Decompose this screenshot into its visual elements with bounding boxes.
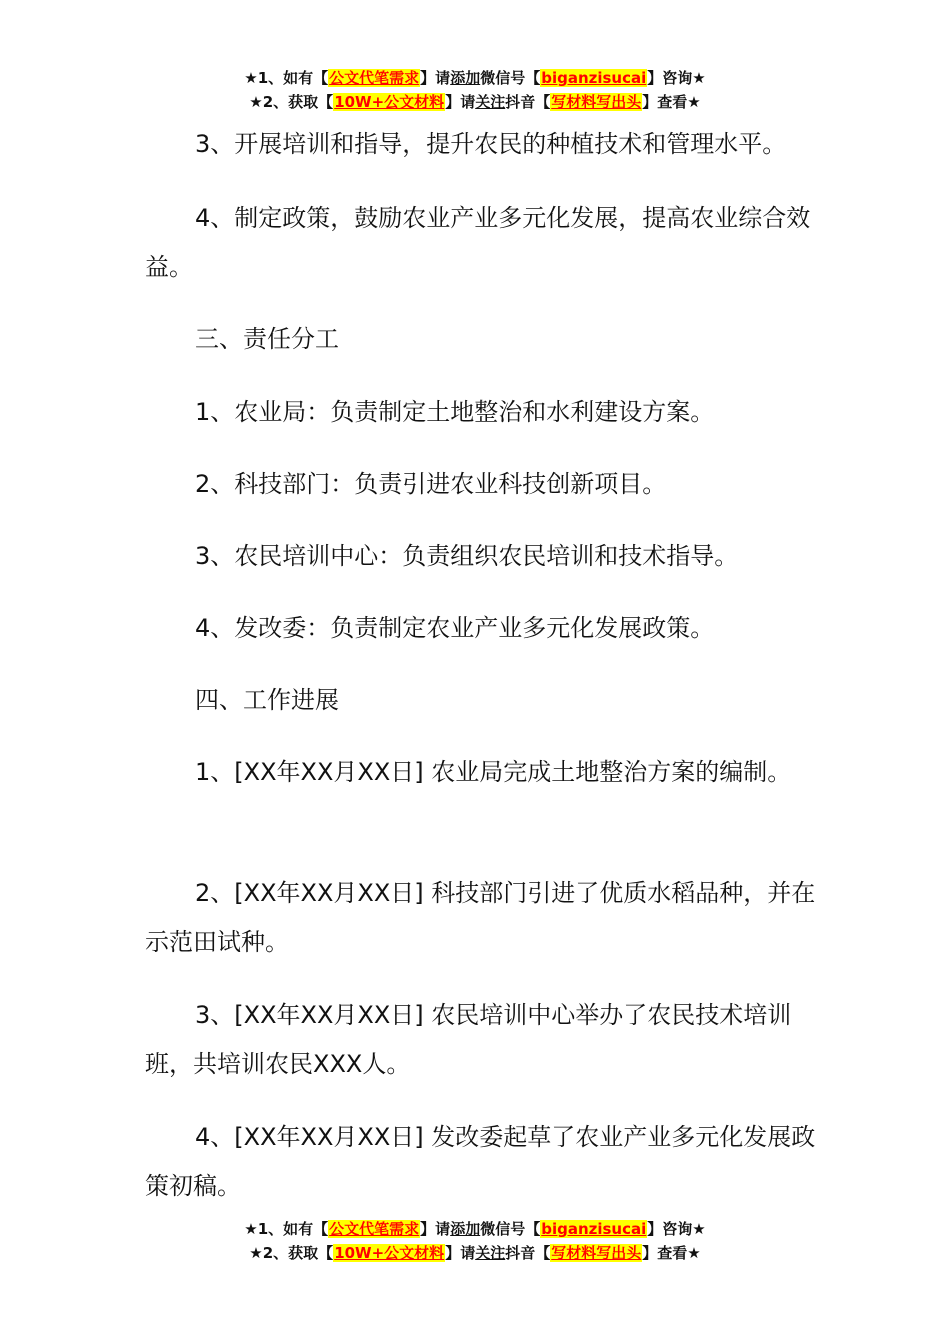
highlight-douyin-account: 写材料写出头: [551, 93, 642, 111]
paragraph: 4、[XX年XX月XX日] 发改委起草了农业产业多元化发展政策初稿。: [145, 1123, 816, 1200]
banner-line-1: ★1、如有【公文代笔需求】请添加微信号【biganzisucai】咨询★: [244, 69, 706, 87]
highlight-douyin-account: 写材料写出头: [551, 1244, 642, 1262]
paragraph: 3、[XX年XX月XX日] 农民培训中心举办了农民技术培训班，共培训农民XXX人。: [145, 1001, 792, 1078]
footer-banner: [0, 1217, 950, 1265]
paragraph: 3、开展培训和指导，提升农民的种植技术和管理水平。: [195, 130, 787, 158]
highlight-service: 公文代笔需求: [329, 69, 420, 87]
section-heading: 四、工作进展: [195, 686, 339, 714]
paragraph: 2、[XX年XX月XX日] 科技部门引进了优质水稻品种，并在示范田试种。: [145, 879, 816, 956]
highlight-wechat-id: biganzisucai: [541, 1220, 647, 1238]
paragraph: 1、农业局：负责制定土地整治和水利建设方案。: [195, 398, 715, 426]
section-heading: 三、责任分工: [195, 325, 339, 353]
banner-line-1: ★1、如有【公文代笔需求】请添加微信号【biganzisucai】咨询★: [244, 1220, 706, 1238]
highlight-wechat-id: biganzisucai: [541, 69, 647, 87]
highlight-service: 公文代笔需求: [329, 1220, 420, 1238]
header-banner: [0, 66, 950, 114]
paragraph: 2、科技部门：负责引进农业科技创新项目。: [195, 470, 667, 498]
paragraph: 4、发改委：负责制定农业产业多元化发展政策。: [195, 614, 715, 642]
paragraph: 1、[XX年XX月XX日] 农业局完成土地整治方案的编制。: [195, 758, 792, 786]
banner-line-2: ★2、获取【10W+公文材料】请关注抖音【写材料写出头】查看★: [249, 93, 701, 111]
paragraph: 3、农民培训中心：负责组织农民培训和技术指导。: [195, 542, 739, 570]
paragraph: 4、制定政策，鼓励农业产业多元化发展，提高农业综合效益。: [145, 204, 811, 281]
highlight-materials: 10W+公文材料: [334, 1244, 445, 1262]
banner-line-2: ★2、获取【10W+公文材料】请关注抖音【写材料写出头】查看★: [249, 1244, 701, 1262]
highlight-materials: 10W+公文材料: [334, 93, 445, 111]
